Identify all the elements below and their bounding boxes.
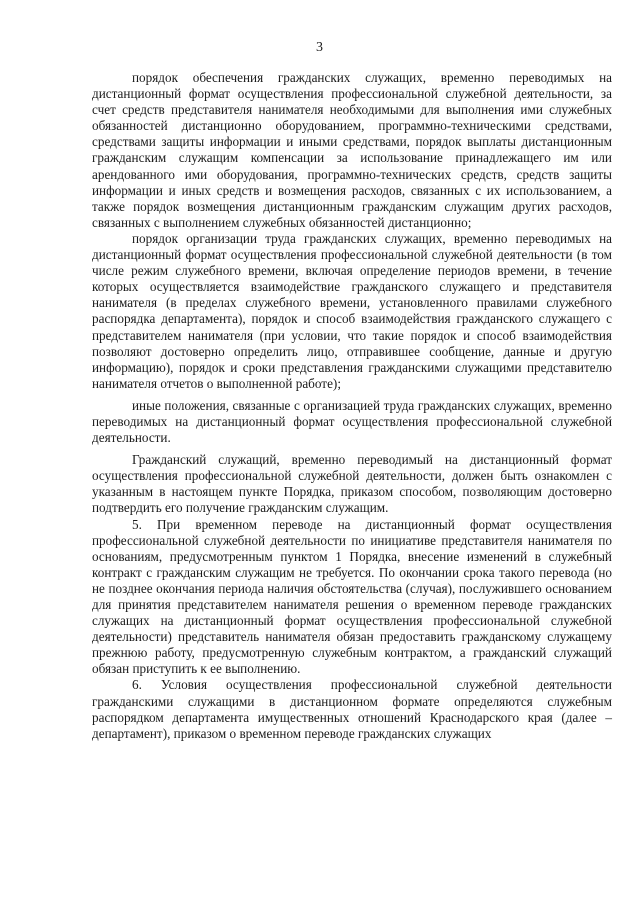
paragraph-equipment-provision: порядок обеспечения гражданских служащих, временно переводимых на дистанционный формат осуществления профессиональной служебной деятельности, за счет средств представителя нанимателя необходимыми для выполнения ими служебных обязанностей дистанционно оборудованием, программно-техническими средствами, средствами защиты информации и иными средствами, порядок выплаты дистанционным гражданским служащим компенсации за использование принадлежащего им или арендованного ими оборудования, программно-технических средств, средств защиты информации и иных средств и возмещения расходов, связанных с их использованием, а также порядок возмещения дистанционным гражданским служащим других расходов, связанных с выполнением служебных обязанностей дистанционно; bbox=[92, 70, 612, 230]
document-body bbox=[92, 70, 612, 742]
paragraph-other-provisions: иные положения, связанные с организацией труда гражданских служащих, временно переводимых на дистанционный формат осуществления профессиональной служебной деятельности. bbox=[92, 397, 612, 446]
paragraph-familiarization: Гражданский служащий, временно переводимый на дистанционный формат осуществления профессиональной служебной деятельности, должен быть ознакомлен с указанным в настоящем пункте Порядка, приказом способом, позволяющим достоверно подтвердить его получение гражданским служащим. bbox=[92, 452, 612, 516]
paragraph-item-5: 5. При временном переводе на дистанционный формат осуществления профессиональной служебной деятельности по инициативе представителя нанимателя по основаниям, предусмотренным пунктом 1 Порядка, внесение изменений в служебный контракт с гражданским служащим не требуется. По окончании срока такого перевода (но не позднее окончания периода наличия обстоятельства (случая), послужившего основанием для принятия представителем нанимателя решения о временном переводе гражданских служащих на дистанционный формат осуществления профессиональной служебной деятельности) представитель нанимателя обязан предоставить гражданскому служащему прежнюю работу, предусмотренную служебным контрактом, а гражданский служащий обязан приступить к ее выполнению. bbox=[92, 516, 612, 677]
paragraph-work-organization: порядок организации труда гражданских служащих, временно переводимых на дистанционный формат осуществления профессиональной служебной деятельности (в том числе режим служебного времени, включая определение периодов времени, в течение которых осуществляется взаимодействие гражданского служащего и представителя нанимателя (в пределах служебного времени, установленного правилами служебного распорядка департамента), порядок и способ взаимодействия гражданского служащего с представителем нанимателя (при условии, что такие порядок и способ взаимодействия позволяют достоверно определить лицо, отправившее сообщение, данные и другую информацию), порядок и сроки представления гражданскими служащими представителю нанимателя отчетов о выполненной работе); bbox=[92, 230, 612, 391]
paragraph-item-6: 6. Условия осуществления профессиональной служебной деятельности гражданскими служащими в дистанционном формате определяются служебным распорядком департамента имущественных отношений Краснодарского края (далее – департамент), приказом о временном переводе гражданских служащих bbox=[92, 677, 612, 741]
page-number: 3 bbox=[316, 40, 323, 55]
